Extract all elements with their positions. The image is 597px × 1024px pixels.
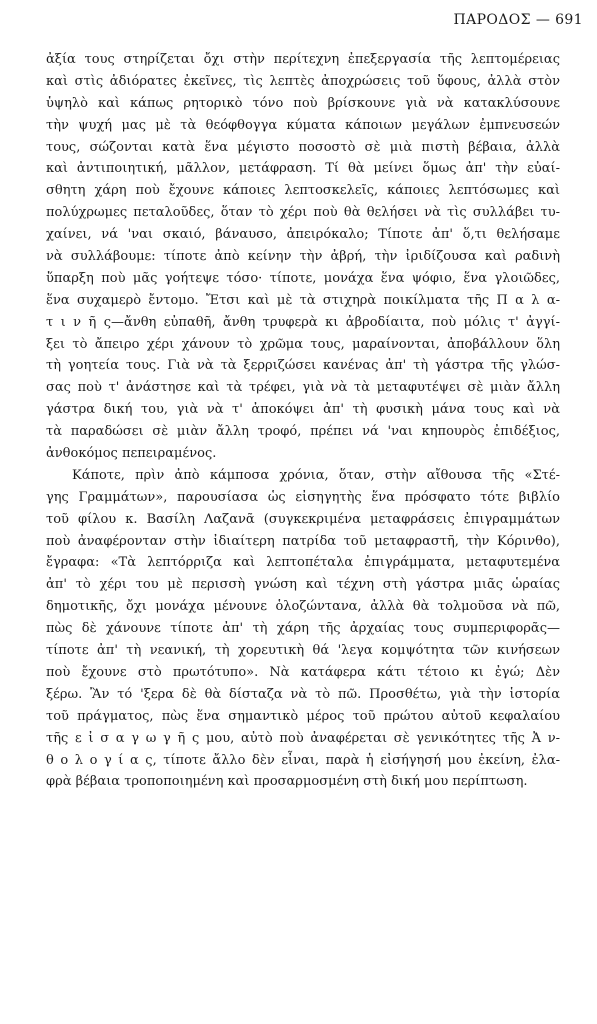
text-line: θ ο λ ο γ ί α ς, τίποτε ἄλλο δὲν εἶναι, παρὰ ἡ εἰσήγησή μου ἐκείνη, ἐλα-: [46, 752, 560, 768]
text-line: ἀπ' τὸ χέρι του μὲ περισσὴ γνώση καὶ τέχνη στὴ γάστρα μιᾶς ὡραίας: [46, 577, 560, 593]
text-line: τίποτε ἀπ' τὴ νεανική, τὴ χορευτικὴ θά 'λεγα κομψότητα τῶν κινήσεων: [46, 643, 560, 659]
text-line: ποὺ ἔχουνε στὸ πρωτότυπο». Νὰ κατάφερα κάτι τέτοιο κι ἐγώ; Δὲν: [46, 664, 560, 680]
text-line: δημοτικῆς, ὄχι μονάχα μένουνε ὁλοζώντανα, ἀλλὰ θὰ τολμοῦσα νὰ πῶ,: [46, 599, 560, 615]
text-line: τὰ παραδώσει σὲ μιὰν ἄλλη τροφό, πρέπει νά 'ναι κηπουρὸς ἐπιδέξιος,: [46, 424, 560, 440]
text-line: γάστρα δική του, γιὰ νὰ τ' ἀποκόψει ἀπ' τὴ φυσικὴ μάνα τους καὶ νὰ: [46, 402, 560, 418]
text-line: χαίνει, νά 'ναι σκαιό, βάναυσο, ἀπειρόκαλο; Τίποτε ἀπ' ὅ,τι θελήσαμε: [46, 227, 560, 243]
text-line: Κάποτε, πρὶν ἀπὸ κάμποσα χρόνια, ὅταν, στὴν αἴθουσα τῆς «Στέ-: [72, 467, 560, 483]
running-header: ΠΑΡΟΔΟΣ — 691: [453, 12, 583, 28]
text-line: ξει τὸ ἄπειρο χέρι χάνουν τὸ χρῶμα τους, μαραίνονται, ἀποβάλλουν ὅλη: [46, 336, 560, 352]
text-line: τῆς ε ἰ σ α γ ω γ ῆ ς μου, αὐτὸ ποὺ ἀναφέρεται σὲ γενικότητες τῆς Ἀ ν-: [46, 730, 560, 746]
text-line: πὼς δὲ χάνουνε τίποτε ἀπ' τὴ χάρη τῆς ἀρχαίας τους συμπεριφορᾶς—: [46, 621, 560, 637]
text-line: ξέρω. Ἂν τό 'ξερα δὲ θὰ δίσταζα νὰ τὸ πῶ. Προσθέτω, γιὰ τὴν ἱστορία: [46, 686, 560, 702]
text-line: ἀνθοκόμος πεπειραμένος.: [46, 446, 217, 462]
text-line: ἔγραφα: «Τὰ λεπτόρριζα καὶ λεπτοπέταλα ἐπιγράμματα, μεταφυτεμένα: [46, 555, 560, 571]
text-line: ἀξία τους στηρίζεται ὄχι στὴν περίτεχνη ἐπεξεργασία τῆς λεπτομέρειας: [46, 52, 560, 67]
text-line: ποὺ ἀναφέρονταν στὴν ἰδιαίτερη πατρίδα τοῦ μεταφραστῆ, τὴν Κόρινθο),: [46, 533, 560, 549]
text-line: τους, σώζονται κατὰ ἕνα μέγιστο ποσοστὸ σὲ μιὰ πιστὴ βέβαια, ἀλλὰ: [46, 139, 560, 155]
text-line: ὕπαρξη ποὺ μᾶς γοήτεψε τόσο· τίποτε, μονάχα ἕνα ψόφιο, ἕνα γλοιῶδες,: [46, 270, 560, 286]
text-line: καὶ στὶς ἀδιόρατες ἐκεῖνες, τὶς λεπτὲς ἀποχρώσεις τοῦ ὕφους, ἀλλὰ στὸν: [46, 73, 560, 89]
text-line: τὴ γοητεία τους. Γιὰ νὰ τὰ ξερριζώσει κανένας ἀπ' τὴ γάστρα τῆς γλώσ-: [46, 358, 560, 374]
text-line: νὰ συλλάβουμε: τίποτε ἀπὸ κείνην τὴν ἀβρή, τὴν ἰριδίζουσα καὶ ραδινὴ: [46, 249, 560, 265]
page-body-text: [46, 49, 560, 793]
text-line: ἕνα συχαμερὸ ἔντομο. Ἔτσι καὶ μὲ τὰ στιχηρὰ ποικίλματα τῆς Π α λ α-: [46, 292, 560, 308]
text-line: ὑψηλὸ καὶ κάπως ρητορικὸ τόνο ποὺ βρίσκουνε γιὰ νὰ κατακλύσουνε: [46, 95, 560, 111]
text-line: σθητη χάρη ποὺ ἔχουνε κάποιες λεπτοσκελεῖς, κάποιες λεπτόσωμες καὶ: [46, 183, 560, 199]
text-line: τοῦ φίλου κ. Βασίλη Λαζανᾶ (συγκεκριμένα μεταφράσεις ἐπιγραμμάτων: [46, 511, 560, 527]
text-line: καὶ ἀντιποιητική, μᾶλλον, μετάφραση. Τί θὰ μείνει ὅμως ἀπ' τὴν εὐαί-: [46, 161, 560, 177]
text-line: γης Γραμμάτων», παρουσίασα ὡς εἰσηγητὴς ἕνα πρόσφατο τότε βιβλίο: [46, 489, 560, 505]
text-line: τὴν ψυχή μας μὲ τὰ θεόφθογγα κύματα κάποιων μεγάλων ἐμπνευσεών: [46, 117, 560, 133]
text-line: σας ποὺ τ' ἀνάστησε καὶ τὰ τρέφει, γιὰ νὰ τὰ μεταφυτέψει σὲ μιὰν ἄλλη: [46, 380, 560, 396]
text-line: φρὰ βέβαια τροποποιημένη καὶ προσαρμοσμένη στὴ δική μου περίπτωση.: [46, 774, 528, 790]
text-line: τ ι ν ῆ ς—ἄνθη εὐπαθῆ, ἄνθη τρυφερὰ κι ἀβροδίαιτα, ποὺ μόλις τ' ἀγγί-: [46, 314, 560, 330]
text-line: πολύχρωμες πεταλοῦδες, ὅταν τὸ χέρι ποὺ θὰ θελήσει νὰ τὶς συλλάβει τυ-: [46, 205, 560, 221]
text-line: τοῦ πράγματος, πὼς ἕνα σημαντικὸ μέρος τοῦ πρώτου αὐτοῦ κεφαλαίου: [46, 708, 560, 724]
